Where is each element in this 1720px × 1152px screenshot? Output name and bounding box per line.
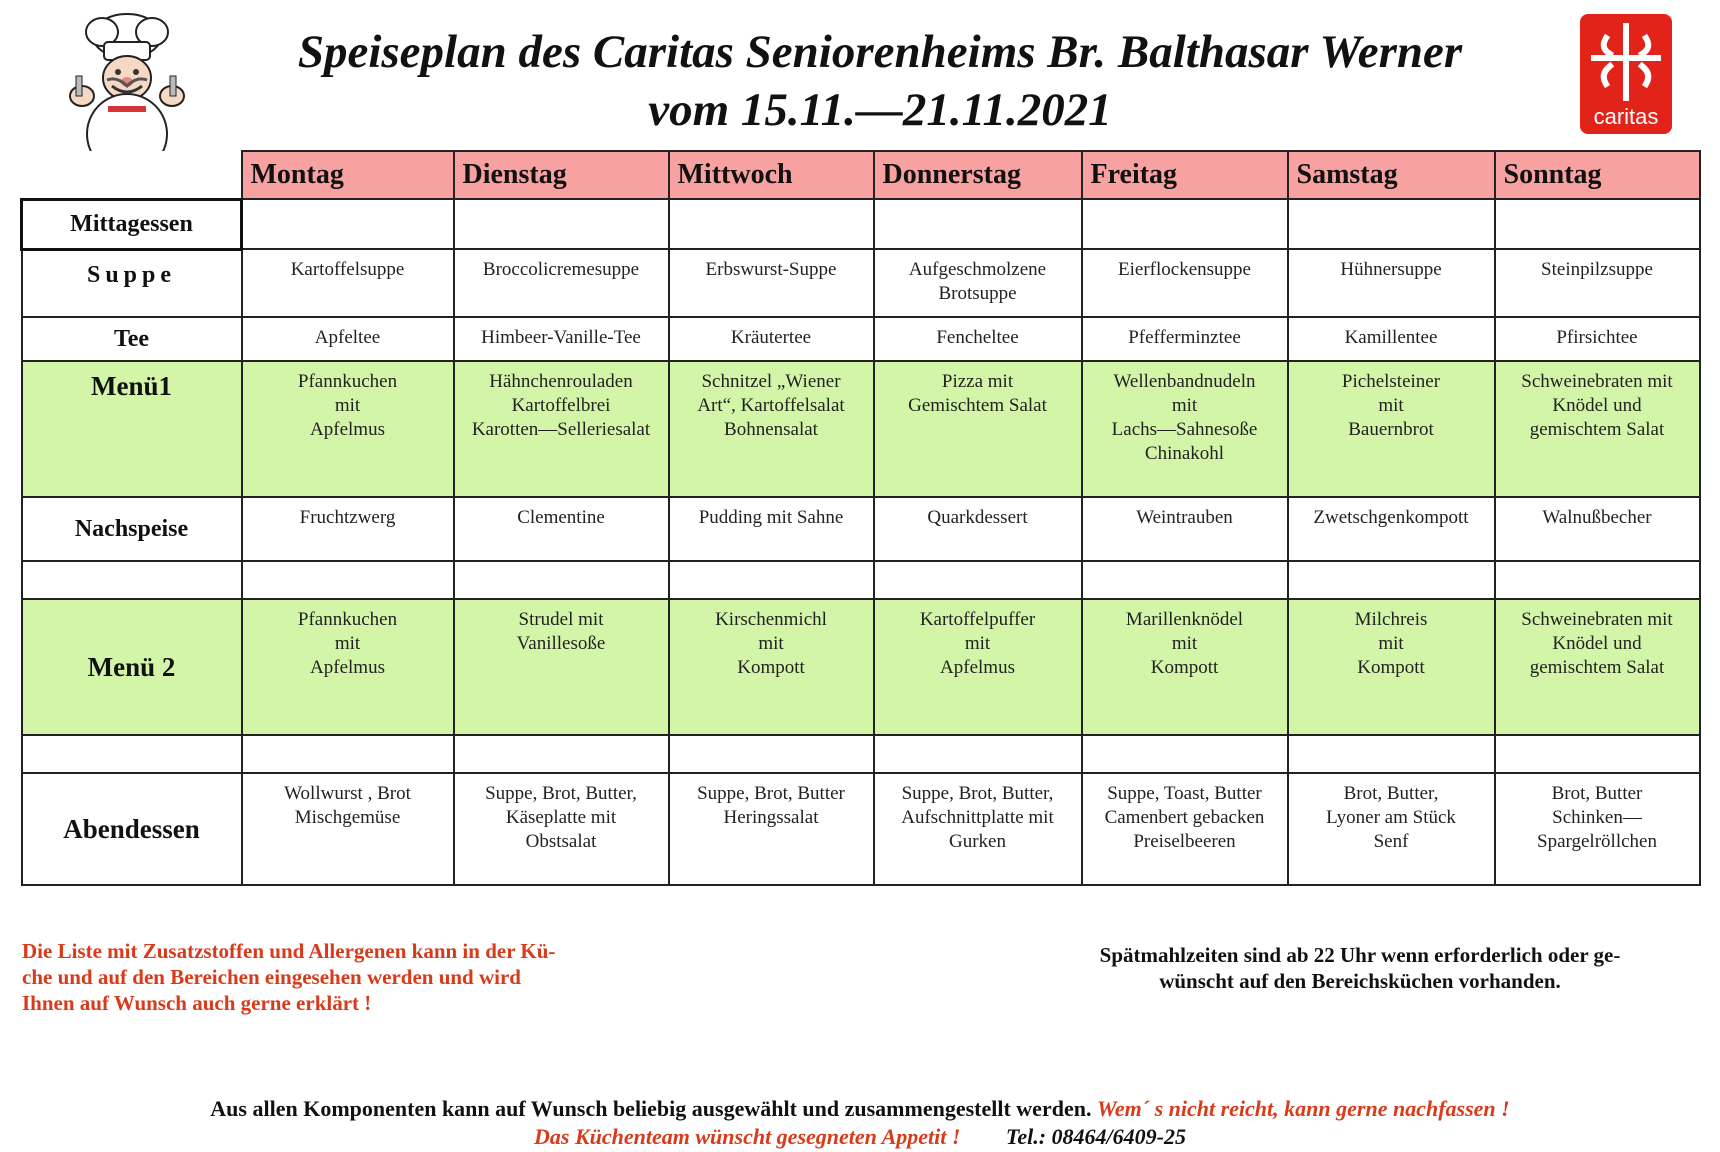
menu-item-text: Käseplatte mit (505, 807, 617, 828)
menu-cell-menu1 (1495, 361, 1700, 497)
menu-item-text: Heringssalat (723, 807, 819, 828)
menu-item-text: Brot, Butter (1551, 783, 1643, 804)
allergen-note-line: Die Liste mit Zusatzstoffen und Allergenen kann in der Kü- (22, 939, 556, 963)
day-header-sunday: Sonntag (1495, 151, 1700, 199)
menu-item-text: Kartoffelpuffer (919, 609, 1036, 630)
spacer-row (22, 561, 1700, 599)
footer-phone: Tel.: 08464/6409-25 (1005, 1124, 1186, 1149)
page-title: Speiseplan des Caritas Seniorenheims Br. Balthasar Werner (297, 26, 1463, 78)
menu-cell-menu1 (874, 361, 1082, 497)
empty-cell (1082, 199, 1288, 249)
menu-item-text: Hähnchenrouladen (489, 371, 633, 392)
menu-cell-nachspeise (454, 497, 669, 561)
menu-item-text: Steinpilzsuppe (1541, 259, 1653, 280)
menu-item-text: Schnitzel „Wiener (701, 371, 841, 392)
menu-cell-abendessen (1495, 773, 1700, 885)
menu-item-text: Pudding mit Sahne (698, 507, 844, 528)
menu-item-text: Zwetschgenkompott (1313, 507, 1469, 528)
menu-cell-menu2 (1288, 599, 1495, 735)
menu-item-text: Kompott (1357, 657, 1425, 678)
row-menu1 (22, 361, 1700, 497)
menu-cell-tee (1495, 317, 1700, 361)
empty-cell (1082, 735, 1288, 773)
menu-item-text: gemischtem Salat (1529, 419, 1665, 440)
menu-item-text: Wellenbandnudeln (1113, 371, 1256, 392)
menu-cell-suppe (1495, 249, 1700, 317)
menu-cell-suppe (1082, 249, 1288, 317)
menu-cell-suppe (454, 249, 669, 317)
empty-cell (454, 561, 669, 599)
menu-cell-menu1 (1288, 361, 1495, 497)
row-label-menu1: Menü1 (22, 361, 242, 497)
menu-cell-abendessen (242, 773, 454, 885)
menu-item-text: Quarkdessert (927, 507, 1028, 528)
day-header-saturday: Samstag (1288, 151, 1495, 199)
menu-cell-tee (242, 317, 454, 361)
menu-cell-nachspeise (242, 497, 454, 561)
menu-item-text: Gemischtem Salat (908, 395, 1047, 416)
menu-item-text: Schinken— (1552, 807, 1642, 828)
menu-item-text: Kamillentee (1344, 327, 1438, 348)
menu-cell-nachspeise (1082, 497, 1288, 561)
menu-item-text: Spargelröllchen (1537, 831, 1657, 852)
menu-cell-abendessen (454, 773, 669, 885)
footer-selection-text: Aus allen Komponenten kann auf Wunsch beliebig ausgewählt und zusammengestellt werden. (210, 1096, 1092, 1121)
day-header-friday: Freitag (1082, 151, 1288, 199)
menu-item-text: Senf (1373, 831, 1409, 852)
menu-item-text: Preiselbeeren (1133, 831, 1236, 852)
row-label-tee: Tee (22, 317, 242, 361)
menu-item-text: Apfelmus (940, 657, 1015, 678)
menu-item-text: Pfannkuchen (297, 609, 398, 630)
menu-item-text: Art“, Kartoffelsalat (697, 395, 845, 416)
day-header-row (22, 151, 1700, 199)
menu-item-text: Pfannkuchen (297, 371, 398, 392)
menu-item-text: Camenbert gebacken (1104, 807, 1265, 828)
menu-item-text: Brot, Butter, (1343, 783, 1439, 804)
menu-cell-menu2 (874, 599, 1082, 735)
menu-item-text: Walnußbecher (1542, 507, 1652, 528)
menu-cell-abendessen (1082, 773, 1288, 885)
menu-cell-nachspeise (874, 497, 1082, 561)
footer-line-1 (0, 1096, 1720, 1122)
menu-item-text: Apfeltee (314, 327, 381, 348)
menu-item-text: mit (1378, 395, 1404, 416)
row-label-abendessen: Abendessen (22, 773, 242, 885)
menu-item-text: Lyoner am Stück (1326, 807, 1456, 828)
page-date-range: vom 15.11.—21.11.2021 (648, 84, 1112, 136)
menu-item-text: Gurken (949, 831, 1006, 852)
empty-cell (242, 561, 454, 599)
menu-item-text: Apfelmus (310, 419, 385, 440)
menu-item-text: mit (334, 633, 361, 654)
menu-item-text: Himbeer-Vanille-Tee (481, 327, 641, 348)
menu-item-text: Brotsuppe (938, 283, 1017, 304)
empty-cell (454, 735, 669, 773)
caritas-logo (1580, 14, 1672, 134)
row-menu2 (22, 599, 1700, 735)
empty-cell (22, 561, 242, 599)
menu-cell-menu2 (454, 599, 669, 735)
menu-cell-menu2 (1495, 599, 1700, 735)
menu-cell-suppe (242, 249, 454, 317)
menu-item-text: mit (1171, 395, 1198, 416)
menu-item-text: Milchreis (1354, 609, 1428, 630)
menu-cell-menu2 (669, 599, 874, 735)
menu-item-text: Kartoffelbrei (511, 395, 611, 416)
section-label-mittagessen: Mittagessen (22, 199, 242, 249)
menu-cell-abendessen (1288, 773, 1495, 885)
menu-item-text: Suppe, Toast, Butter (1107, 783, 1262, 804)
empty-cell (1288, 199, 1495, 249)
caritas-logo-text: caritas (1593, 104, 1659, 129)
menu-item-text: Suppe, Brot, Butter, (901, 783, 1054, 804)
row-label-suppe: Suppe (22, 249, 242, 317)
menu-item-text: Pichelsteiner (1341, 371, 1441, 392)
menu-item-text: Clementine (517, 507, 605, 528)
menu-item-text: Suppe, Brot, Butter, (485, 783, 637, 804)
late-meals-note-line: wünscht auf den Bereichsküchen vorhanden. (1159, 969, 1561, 993)
menu-item-text: Bohnensalat (724, 419, 818, 440)
menu-item-text: Fruchtzwerg (299, 507, 396, 528)
menu-item-text: Obstsalat (525, 831, 597, 852)
menu-item-text: mit (758, 633, 784, 654)
menu-cell-tee (874, 317, 1082, 361)
menu-cell-nachspeise (1288, 497, 1495, 561)
menu-item-text: Kartoffelsuppe (290, 259, 405, 280)
menu-item-text: Karotten—Selleriesalat (471, 419, 651, 440)
row-suppe (22, 249, 1700, 317)
menu-item-text: Kräutertee (730, 327, 812, 348)
menu-item-text: Schweinebraten mit (1521, 609, 1673, 630)
menu-cell-nachspeise (1495, 497, 1700, 561)
menu-item-text: Weintrauben (1136, 507, 1233, 528)
menu-item-text: Fencheltee (936, 327, 1019, 348)
row-nachspeise (22, 497, 1700, 561)
footer-seconds-text: Wem´ s nicht reicht, kann gerne nachfassen ! (1096, 1096, 1510, 1121)
empty-cell (669, 735, 874, 773)
menu-item-text: Aufschnittplatte mit (901, 807, 1054, 828)
menu-cell-menu1 (454, 361, 669, 497)
menu-cell-menu2 (242, 599, 454, 735)
menu-cell-suppe (1288, 249, 1495, 317)
menu-item-text: Eierflockensuppe (1118, 259, 1251, 280)
menu-item-text: Pfirsichtee (1556, 327, 1638, 348)
menu-cell-menu1 (242, 361, 454, 497)
menu-item-text: Lachs—Sahnesoße (1111, 419, 1258, 440)
menu-item-text: Broccolicremesuppe (482, 259, 640, 280)
empty-cell (1495, 561, 1700, 599)
allergen-note-line: che und auf den Bereichen eingesehen werden und wird (22, 965, 521, 989)
menu-item-text: Chinakohl (1144, 443, 1225, 464)
empty-cell (1288, 735, 1495, 773)
menu-item-text: Bauernbrot (1348, 419, 1434, 440)
mittagessen-row (22, 199, 1700, 249)
menu-item-text: mit (1171, 633, 1198, 654)
menu-item-text: mit (1378, 633, 1404, 654)
day-header-monday: Montag (242, 151, 454, 199)
menu-cell-suppe (669, 249, 874, 317)
day-header-tuesday: Dienstag (454, 151, 669, 199)
empty-cell (1082, 561, 1288, 599)
menu-item-text: Wollwurst , Brot (284, 783, 411, 804)
empty-cell (1495, 199, 1700, 249)
menu-table (20, 150, 1701, 886)
menu-item-text: Pizza mit (941, 371, 1014, 392)
footer-line-2 (0, 1124, 1720, 1150)
empty-cell (242, 199, 454, 249)
empty-cell (874, 561, 1082, 599)
empty-cell (242, 735, 454, 773)
menu-item-text: Hühnersuppe (1340, 259, 1442, 280)
menu-item-text: Marillenknödel (1125, 609, 1244, 630)
allergen-note-line: Ihnen auf Wunsch auch gerne erklärt ! (22, 991, 372, 1015)
menu-cell-menu1 (669, 361, 874, 497)
day-header-thursday: Donnerstag (874, 151, 1082, 199)
menu-item-text: Mischgemüse (294, 807, 401, 828)
row-label-nachspeise: Nachspeise (22, 497, 242, 561)
allergen-note (22, 938, 642, 1016)
empty-cell (454, 199, 669, 249)
menu-cell-menu2 (1082, 599, 1288, 735)
menu-item-text: Apfelmus (310, 657, 385, 678)
empty-cell (669, 199, 874, 249)
day-header-wednesday: Mittwoch (669, 151, 874, 199)
menu-cell-menu1 (1082, 361, 1288, 497)
menu-cell-suppe (874, 249, 1082, 317)
late-meals-note-line: Spätmahlzeiten sind ab 22 Uhr wenn erforderlich oder ge- (1099, 943, 1621, 967)
menu-item-text: Knödel und (1552, 633, 1642, 654)
menu-item-text: Kirschenmichl (715, 609, 827, 630)
empty-cell (874, 199, 1082, 249)
menu-item-text: mit (964, 633, 991, 654)
menu-item-text: Erbswurst-Suppe (705, 259, 837, 280)
row-tee (22, 317, 1700, 361)
menu-item-text: Strudel mit (518, 609, 604, 630)
footer-appetit-text: Das Küchenteam wünscht gesegneten Appetit ! (534, 1124, 961, 1149)
empty-cell (22, 735, 242, 773)
empty-cell (874, 735, 1082, 773)
spacer-row (22, 735, 1700, 773)
menu-cell-tee (1082, 317, 1288, 361)
menu-cell-tee (454, 317, 669, 361)
header-corner (22, 151, 242, 199)
menu-item-text: Knödel und (1552, 395, 1642, 416)
menu-item-text: Aufgeschmolzene (908, 259, 1047, 280)
row-label-menu2: Menü 2 (22, 599, 242, 735)
menu-item-text: Kompott (1150, 657, 1219, 678)
menu-cell-nachspeise (669, 497, 874, 561)
menu-cell-abendessen (874, 773, 1082, 885)
menu-item-text: Vanillesoße (516, 633, 606, 654)
menu-cell-tee (669, 317, 874, 361)
empty-cell (669, 561, 874, 599)
menu-cell-tee (1288, 317, 1495, 361)
empty-cell (1288, 561, 1495, 599)
menu-item-text: Pfefferminztee (1128, 327, 1241, 348)
menu-item-text: gemischtem Salat (1529, 657, 1665, 678)
menu-cell-abendessen (669, 773, 874, 885)
menu-item-text: Kompott (737, 657, 805, 678)
menu-item-text: mit (334, 395, 361, 416)
row-abendessen (22, 773, 1700, 885)
menu-item-text: Schweinebraten mit (1521, 371, 1673, 392)
empty-cell (1495, 735, 1700, 773)
menu-item-text: Suppe, Brot, Butter (697, 783, 845, 804)
late-meals-note (1050, 942, 1670, 994)
